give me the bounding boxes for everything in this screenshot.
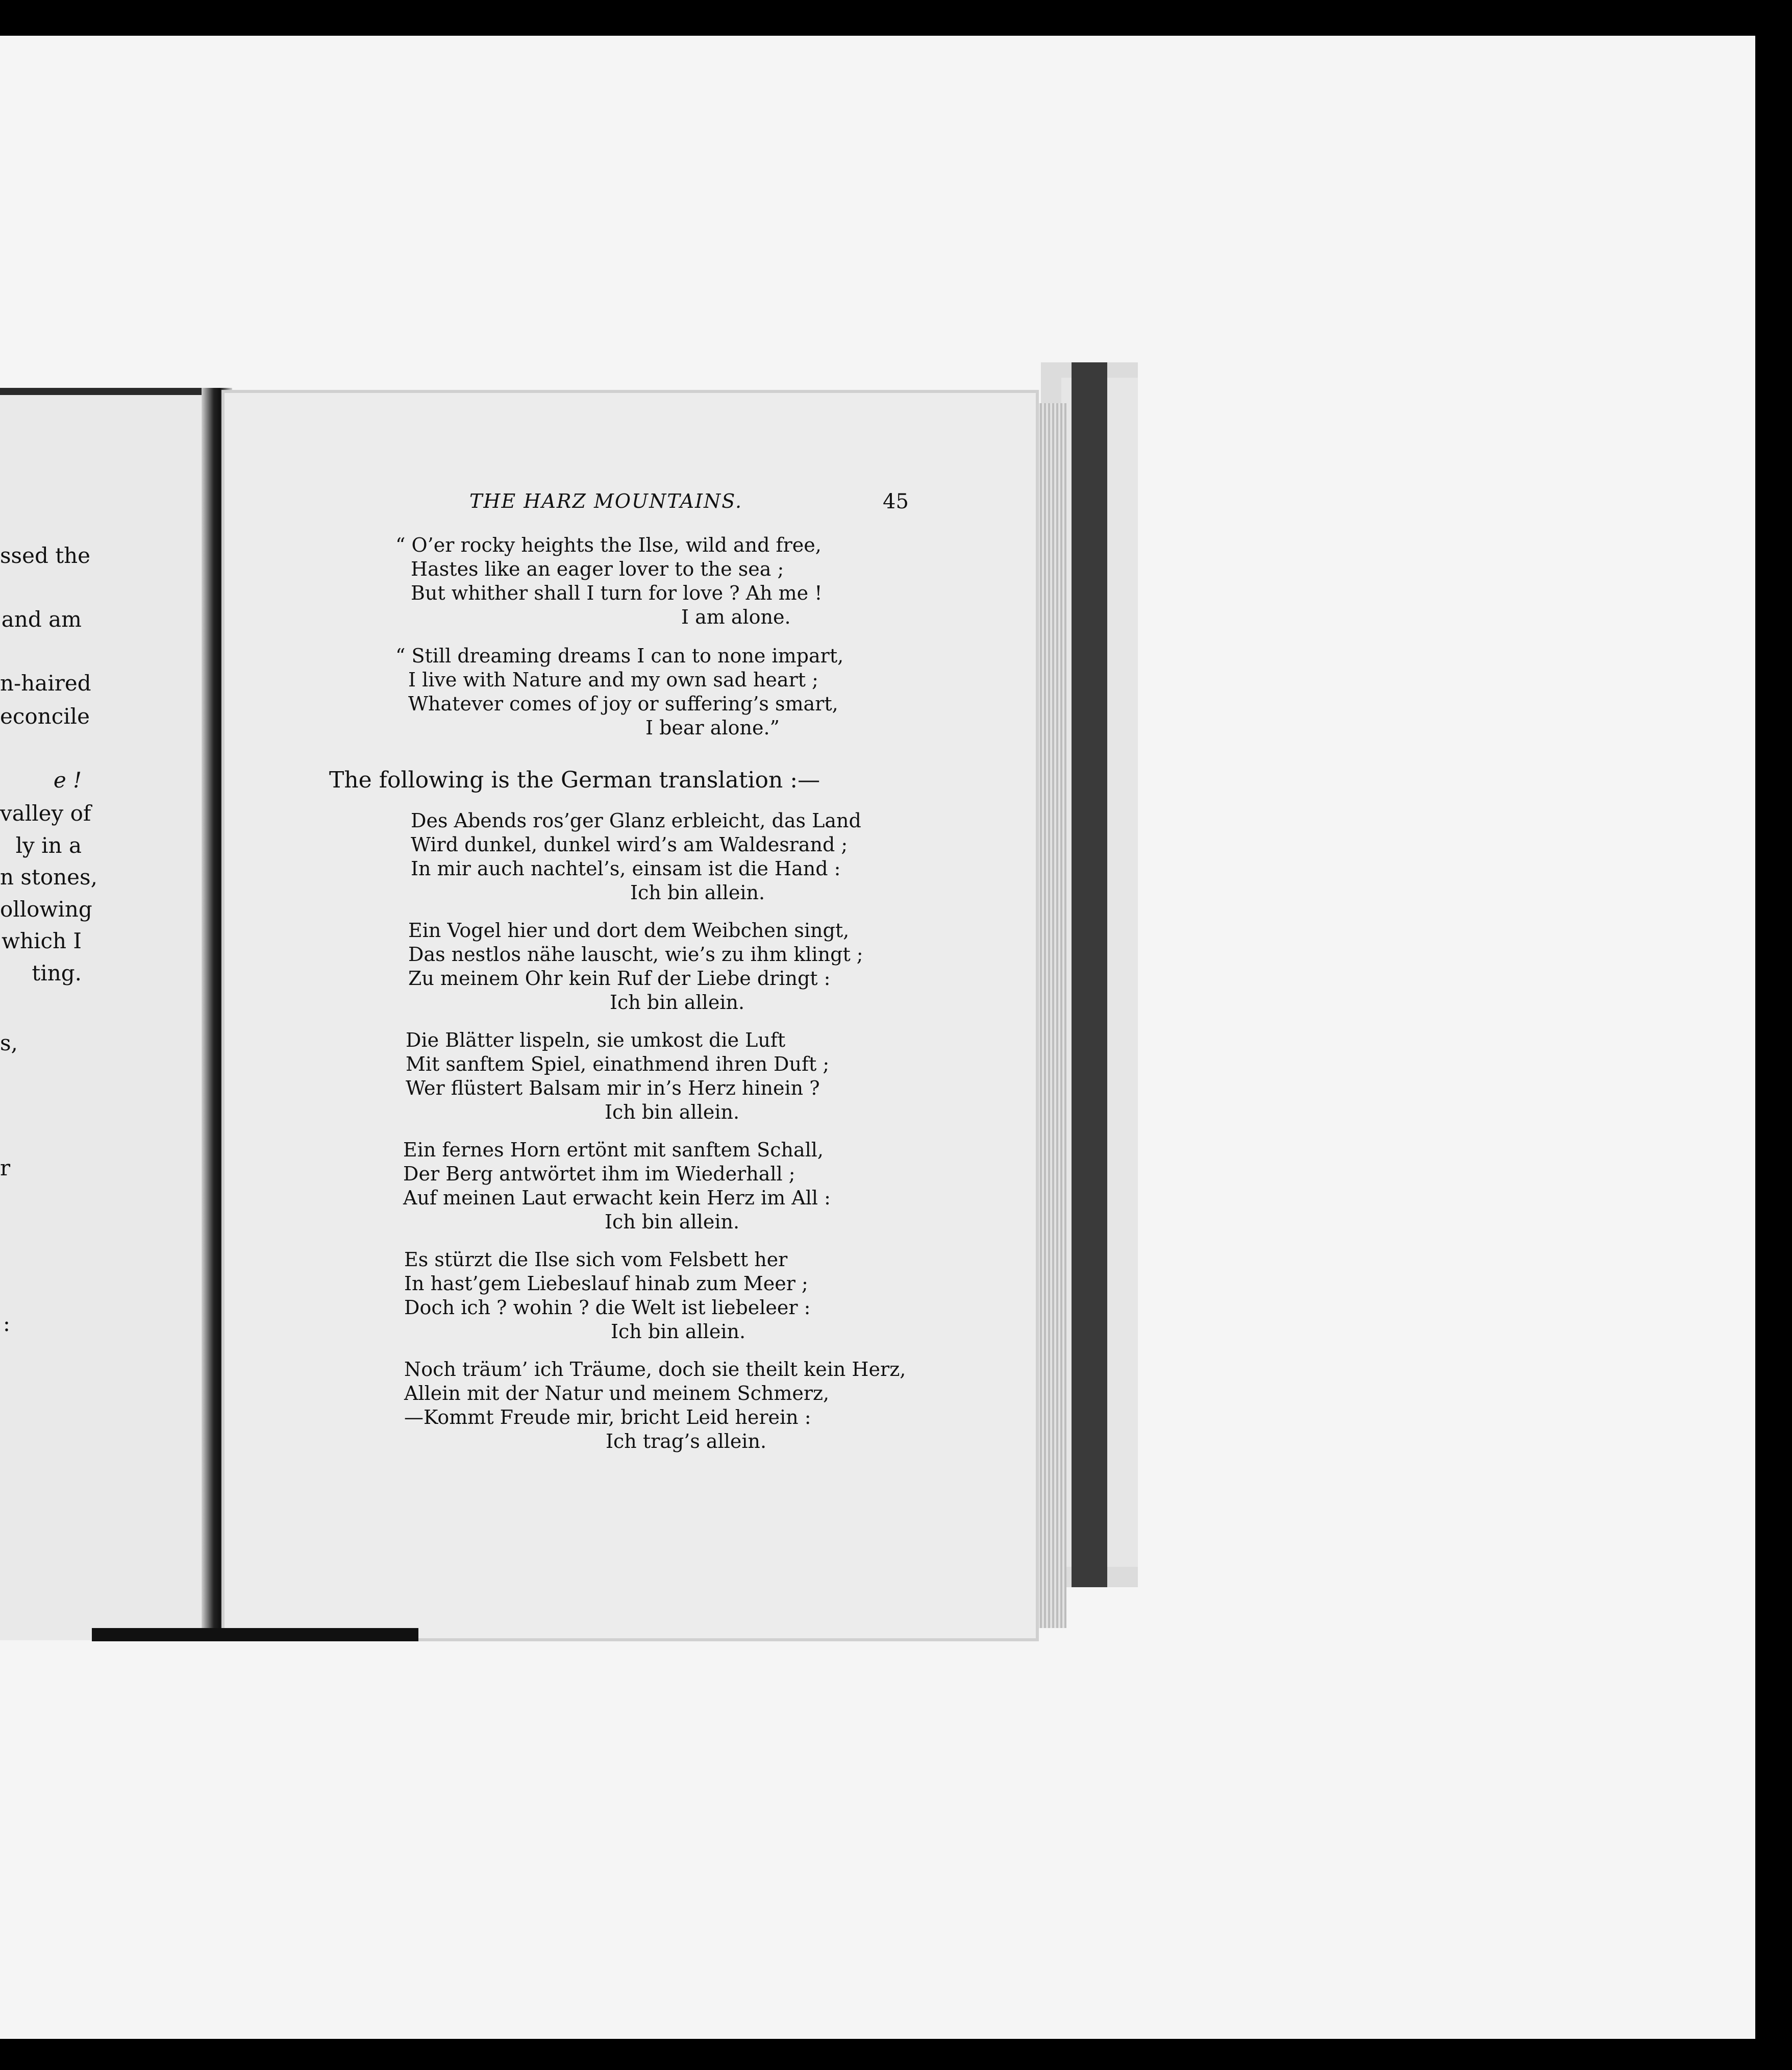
left-page-fragment: valley of — [0, 801, 91, 826]
left-page-fragment: s, — [0, 1030, 18, 1055]
german-stanza-1 — [411, 809, 861, 905]
german-stanza-3 — [406, 1028, 829, 1124]
verse-refrain: Ich bin allein. — [611, 1320, 746, 1343]
page-edges — [1036, 403, 1066, 1628]
verse-line: Auf meinen Laut erwacht kein Herz im All : — [403, 1187, 831, 1209]
running-head: THE HARZ MOUNTAINS. — [469, 490, 743, 512]
verse-line: —Kommt Freude mir, bricht Leid herein : — [404, 1406, 811, 1428]
verse-line: Die Blätter lispeln, sie umkost die Luft — [406, 1029, 786, 1051]
verse-line: I live with Nature and my own sad heart ; — [408, 669, 818, 691]
verse-refrain: I bear alone.” — [645, 717, 780, 739]
left-page-fragment: r — [0, 1155, 11, 1180]
verse-line: Doch ich ? wohin ? die Welt ist liebeleer : — [404, 1296, 811, 1319]
verse-line: In mir auch nachtel’s, einsam ist die Hand : — [411, 857, 841, 880]
left-page-fragment: econcile — [0, 704, 90, 729]
verse-refrain: I am alone. — [681, 606, 791, 628]
verse-line: “ O’er rocky heights the Ilse, wild and free, — [395, 534, 822, 556]
scan-border — [1755, 36, 1792, 2039]
verse-line: Das nestlos nähe lauscht, wie’s zu ihm klingt ; — [408, 943, 863, 966]
verse-line: Wird dunkel, dunkel wird’s am Waldesrand ; — [411, 833, 848, 856]
verse-line: In hast’gem Liebeslauf hinab zum Meer ; — [404, 1272, 808, 1295]
left-page-fragment: which I — [2, 928, 82, 953]
english-stanza-1 — [395, 533, 823, 629]
verse-refrain: Ich bin allein. — [630, 881, 765, 904]
verse-refrain: Ich bin allein. — [610, 991, 745, 1014]
english-stanza-2 — [395, 644, 843, 740]
left-page-fragment: e ! — [53, 768, 82, 793]
left-page-fragment: ting. — [32, 960, 82, 985]
verse-line: Whatever comes of joy or suffering’s smart, — [408, 693, 838, 715]
verse-line: But whither shall I turn for love ? Ah me ! — [411, 582, 823, 604]
left-page-fragment: ssed the — [0, 543, 90, 568]
german-stanza-4 — [403, 1138, 831, 1234]
left-page-fragment: n-haired — [0, 671, 91, 696]
verse-line: Zu meinem Ohr kein Ruf der Liebe dringt : — [408, 967, 831, 990]
verse-line: Hastes like an eager lover to the sea ; — [411, 558, 784, 580]
left-page-fragment: n stones, — [0, 865, 97, 890]
verse-line: Wer flüstert Balsam mir in’s Herz hinein ? — [406, 1077, 820, 1099]
verse-line: Des Abends ros’ger Glanz erbleicht, das Land — [411, 809, 861, 832]
translation-intro: The following is the German translation :— — [329, 767, 820, 793]
verse-line: Ein fernes Horn ertönt mit sanftem Schall, — [403, 1139, 824, 1161]
verse-line: Es stürzt die Ilse sich vom Felsbett her — [404, 1248, 788, 1271]
german-stanza-6 — [404, 1358, 906, 1453]
left-page-fragment: : — [3, 1311, 10, 1336]
left-page — [0, 388, 212, 1640]
verse-line: Ein Vogel hier und dort dem Weibchen singt, — [408, 919, 850, 942]
verse-line: Mit sanftem Spiel, einathmend ihren Duft ; — [406, 1053, 830, 1075]
verse-refrain: Ich trag’s allein. — [606, 1430, 767, 1452]
left-page-fragment: ly in a — [15, 833, 82, 858]
page-number: 45 — [883, 490, 909, 513]
page-bottom-shadow — [92, 1628, 418, 1641]
book-cover-edge — [1072, 362, 1107, 1587]
verse-line: Allein mit der Natur und meinem Schmerz, — [404, 1382, 830, 1404]
left-page-fragment: and am — [1, 607, 82, 632]
verse-line: Noch träum’ ich Träume, doch sie theilt kein Herz, — [404, 1358, 906, 1381]
verse-refrain: Ich bin allein. — [605, 1211, 740, 1233]
german-stanza-5 — [404, 1248, 810, 1344]
left-page-fragment: ollowing — [0, 897, 92, 922]
verse-refrain: Ich bin allein. — [605, 1101, 740, 1123]
german-stanza-2 — [408, 919, 863, 1015]
verse-line: Der Berg antwörtet ihm im Wiederhall ; — [403, 1163, 795, 1185]
verse-line: “ Still dreaming dreams I can to none impart, — [395, 645, 844, 667]
